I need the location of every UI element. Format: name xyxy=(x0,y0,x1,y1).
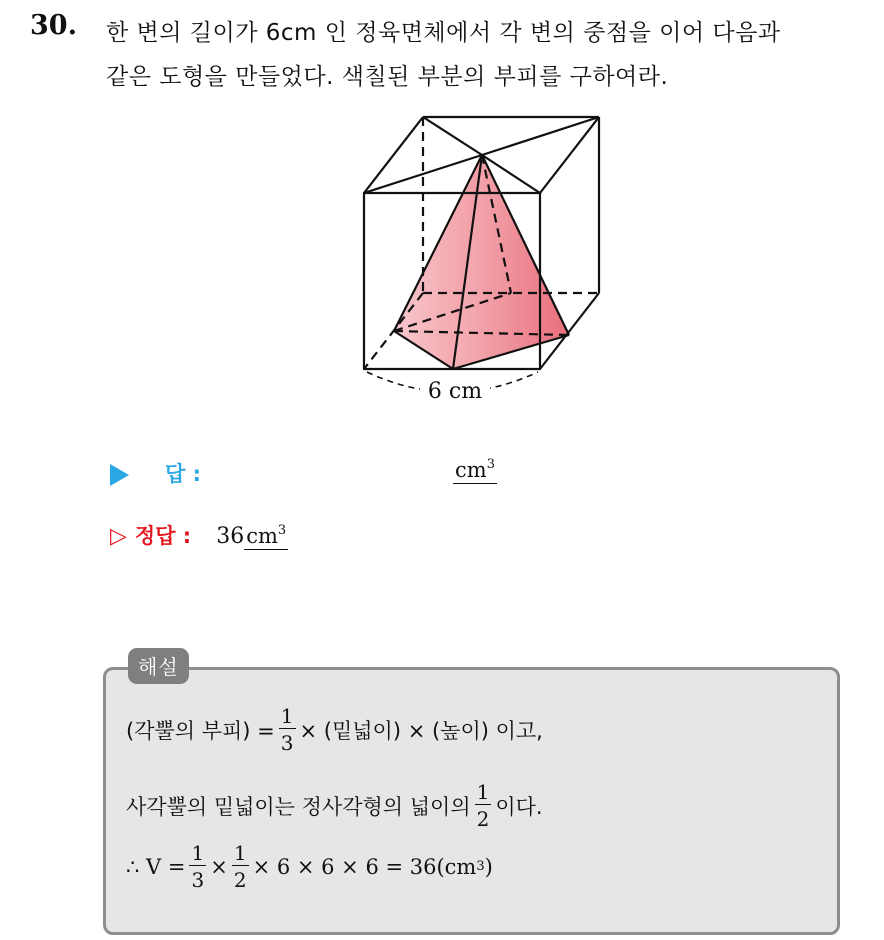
fraction-one-half: $\frac{1}{2}$ xyxy=(233,841,247,892)
answer-row xyxy=(110,458,201,488)
outline-play-icon: ▷ xyxy=(110,524,127,549)
correct-answer-row xyxy=(110,520,288,550)
fraction-one-half: $\frac{1}{2}$ xyxy=(476,780,490,831)
solution-line-1: (각뿔의 부피) = $\frac{1}{3}$ × (밑넓이) × (높이) 이고, xyxy=(126,704,543,755)
question-number: 30. xyxy=(30,10,77,41)
correct-answer-label: 정답 : xyxy=(134,524,192,548)
solution-tab: 해설 xyxy=(128,648,189,684)
fraction-one-third: $\frac{1}{3}$ xyxy=(280,704,294,755)
question-text-line-1: 한 변의 길이가 6cm 인 정육면체에서 각 변의 중점을 이어 다음과 xyxy=(106,20,781,46)
solution-line-2: 사각뿔의 밑넓이는 정사각형의 넓이의 $\frac{1}{2}$ 이다. xyxy=(126,780,543,831)
correct-answer-value: 36 xyxy=(216,524,245,549)
solution-line-3: ∴ V = $\frac{1}{3}$ × $\frac{1}{2}$ × 6 × 6 × 6 = 36(cm 3 ) xyxy=(126,841,493,892)
cube-pyramid-figure xyxy=(340,100,620,410)
fraction-one-third: $\frac{1}{3}$ xyxy=(191,841,205,892)
question-text-line-2: 같은 도형을 만들었다. 색칠된 부분의 부피를 구하여라. xyxy=(106,64,669,90)
answer-unit: $cm^3$ xyxy=(455,457,495,482)
dimension-label: 6 cm xyxy=(427,379,483,404)
answer-label: 답 : xyxy=(165,462,201,486)
correct-answer-unit: $cm^3$ xyxy=(246,523,287,548)
play-icon xyxy=(110,464,129,486)
